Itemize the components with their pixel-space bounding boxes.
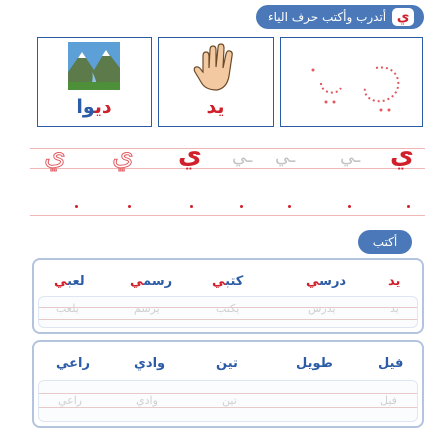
letter-badge: ي: [392, 8, 414, 26]
word-tawil: طويل: [296, 356, 333, 371]
dot-marker: [75, 205, 78, 208]
trace-word: يد: [390, 302, 399, 315]
dot-marker: [407, 205, 410, 208]
trace-word: تين: [222, 394, 237, 407]
guide-line-top: [30, 148, 425, 149]
hand-icon: [193, 42, 241, 94]
letter-trace-3: ـي: [232, 146, 253, 167]
word-yad: يد: [388, 274, 401, 289]
practice-box-2: [32, 340, 424, 428]
trace-word: يكتب: [216, 302, 240, 315]
letter-trace-5: ي: [44, 138, 66, 171]
dot-marker: [128, 205, 131, 208]
letter-tracing-box: [280, 37, 423, 127]
instruction-text: أتدرب وأكتب حرف الياء: [268, 10, 387, 24]
trace-word: راعي: [58, 394, 83, 407]
trace-word: يرسم: [134, 302, 160, 315]
valley-icon: [68, 42, 120, 90]
valley-word: ديوا: [76, 96, 112, 118]
letter-model-final: ي: [178, 140, 202, 170]
write-section-label: أكتب: [358, 230, 412, 254]
word-wadi: وادي: [134, 356, 166, 371]
trace-word: وادي: [136, 394, 158, 407]
instruction-banner: [256, 5, 424, 29]
hand-picture-box: [158, 37, 274, 127]
dotted-letters-icon: [281, 38, 421, 124]
dot-marker: [240, 205, 243, 208]
word-fil: فيل: [378, 356, 404, 371]
word-yaktub: كتبي: [212, 274, 244, 289]
word-rai: راعي: [56, 356, 90, 371]
trace-word: يلعب: [56, 302, 79, 315]
word-yalab: لعبي: [54, 274, 85, 289]
hand-word: يد: [206, 96, 225, 118]
letter-model-isolated: ي: [390, 140, 414, 170]
dot-marker: [348, 205, 351, 208]
dot-marker: [288, 205, 291, 208]
practice-box-1: [32, 258, 424, 334]
letter-trace-2: ـي: [275, 146, 296, 167]
word-yarsum: رسمي: [130, 274, 173, 289]
trace-word: فيل: [380, 394, 397, 407]
word-tin: تين: [216, 356, 238, 371]
guide-line-bottom: [30, 168, 425, 169]
letter-trace-1: ـي: [340, 146, 361, 167]
valley-picture-box: [37, 37, 152, 127]
letter-trace-4: ي: [112, 138, 134, 171]
dot-marker: [190, 205, 193, 208]
word-yadrus: درسي: [306, 274, 347, 289]
trace-word: يدرس: [308, 302, 336, 315]
guide-line-lower: [30, 215, 425, 216]
